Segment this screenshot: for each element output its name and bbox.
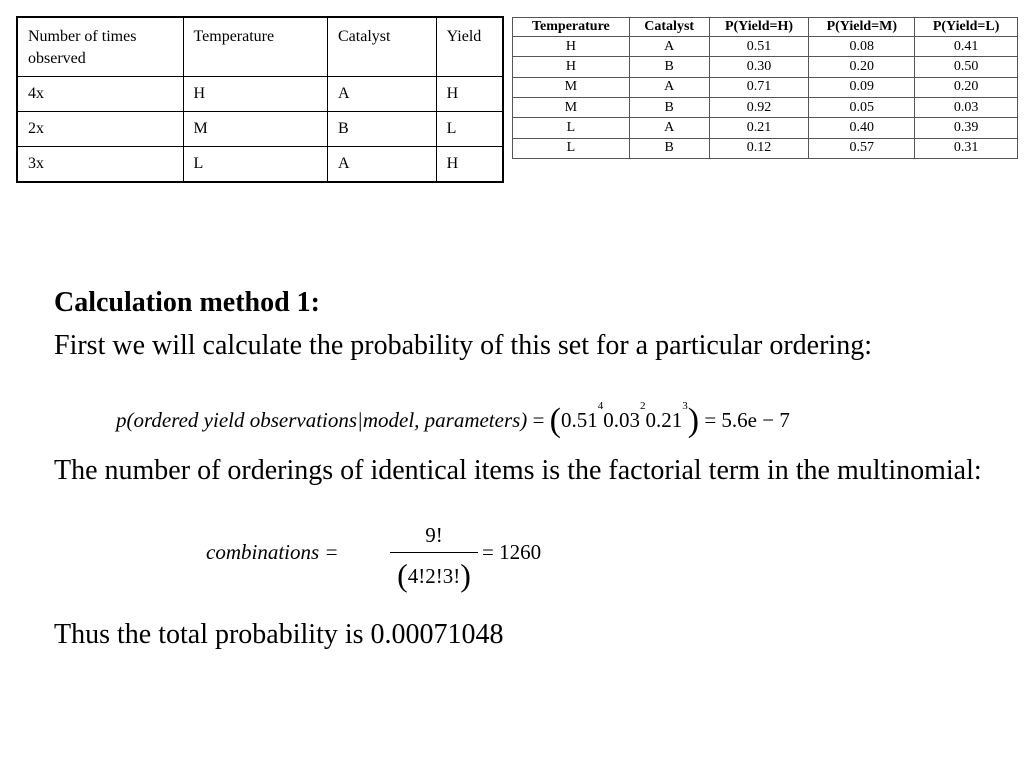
table-cell: L xyxy=(513,118,630,138)
table-cell: H xyxy=(513,57,630,77)
table-cell: 0.08 xyxy=(809,37,915,57)
fraction-bar xyxy=(390,552,478,553)
table-cell: 0.51 xyxy=(709,37,809,57)
table-cell: 4x xyxy=(17,77,183,112)
table-cell: H xyxy=(513,37,630,57)
equation2-lhs: combinations = xyxy=(206,540,339,564)
equation1-open-paren: ( xyxy=(549,402,561,439)
table-cell: M xyxy=(513,97,630,117)
table-row xyxy=(17,112,503,147)
table-cell: M xyxy=(513,77,630,97)
table-cell: A xyxy=(328,147,437,183)
table-cell: 0.20 xyxy=(915,77,1018,97)
equation1-equals: = xyxy=(532,408,545,432)
table-cell: 0.41 xyxy=(915,37,1018,57)
equation2-denominator: 4!2!3! xyxy=(407,564,461,588)
observation-table xyxy=(16,16,504,183)
table-row xyxy=(513,37,1018,57)
table-cell: A xyxy=(629,118,709,138)
ordering-paragraph: First we will calculate the probability of this set for a particular ordering: xyxy=(54,330,872,361)
table-cell: 0.92 xyxy=(709,97,809,117)
table-cell: 0.31 xyxy=(915,138,1018,158)
table-cell: B xyxy=(629,57,709,77)
table-cell: H xyxy=(436,147,503,183)
table-cell: 0.71 xyxy=(709,77,809,97)
probability-header-cell: P(Yield=H) xyxy=(709,18,809,37)
table-cell: A xyxy=(328,77,437,112)
table-cell: 0.20 xyxy=(809,57,915,77)
equation1-close-paren: ) xyxy=(687,402,700,439)
probability-table-header-row xyxy=(513,18,1018,37)
probability-header-cell: Temperature xyxy=(513,18,630,37)
table-row xyxy=(513,118,1018,138)
probability-header-cell: P(Yield=M) xyxy=(809,18,915,37)
table-cell: 0.21 xyxy=(709,118,809,138)
probability-header-cell: P(Yield=L) xyxy=(915,18,1018,37)
table-cell: 3x xyxy=(17,147,183,183)
table-cell: H xyxy=(183,77,328,112)
equation1-exp-2: 2 xyxy=(639,400,646,412)
table-cell: A xyxy=(629,37,709,57)
table-cell: A xyxy=(629,77,709,97)
equation2-numerator: 9! xyxy=(425,523,443,547)
equation1-base-1: 0.51 xyxy=(560,408,598,432)
table-cell: L xyxy=(513,138,630,158)
equation1-rhs: = 5.6e − 7 xyxy=(704,408,790,432)
table-cell: H xyxy=(436,77,503,112)
equation1-exp-1: 4 xyxy=(597,400,604,412)
table-cell: B xyxy=(629,138,709,158)
table-cell: L xyxy=(183,147,328,183)
equation1-base-2: 0.03 xyxy=(603,408,640,432)
table-cell: 0.39 xyxy=(915,118,1018,138)
ordered-probability-equation xyxy=(116,402,790,440)
table-row xyxy=(17,77,503,112)
table-cell: 0.30 xyxy=(709,57,809,77)
total-probability-text: Thus the total probability is 0.00071048 xyxy=(54,619,504,650)
probability-header-cell: Catalyst xyxy=(629,18,709,37)
table-row xyxy=(513,57,1018,77)
orderings-paragraph: The number of orderings of identical items is the factorial term in the multinomial: xyxy=(54,455,982,486)
table-cell: 0.40 xyxy=(809,118,915,138)
table-cell: 0.12 xyxy=(709,138,809,158)
observation-header-cell: Number of times observed xyxy=(17,17,183,77)
table-cell: L xyxy=(436,112,503,147)
table-cell: 0.09 xyxy=(809,77,915,97)
equation1-base-3: 0.21 xyxy=(645,408,683,432)
equation1-exp-3: 3 xyxy=(682,400,688,412)
calculation-heading: Calculation method 1: xyxy=(54,287,320,318)
table-cell: 2x xyxy=(17,112,183,147)
observation-header-cell: Catalyst xyxy=(328,17,437,77)
table-cell: 0.05 xyxy=(809,97,915,117)
table-cell: 0.57 xyxy=(809,138,915,158)
observation-header-cell: Temperature xyxy=(183,17,328,77)
table-cell: B xyxy=(328,112,437,147)
table-row xyxy=(513,138,1018,158)
equation2-rhs: = 1260 xyxy=(482,540,542,564)
table-cell: 0.50 xyxy=(915,57,1018,77)
probability-table xyxy=(512,17,1018,159)
table-cell: B xyxy=(629,97,709,117)
equation2-fraction xyxy=(390,520,478,596)
observation-table-header-row xyxy=(17,17,503,77)
table-row xyxy=(513,77,1018,97)
table-cell: M xyxy=(183,112,328,147)
table-row xyxy=(17,147,503,183)
table-cell: 0.03 xyxy=(915,97,1018,117)
equation2-denominator-group: (4!2!3!) xyxy=(397,557,471,593)
table-row xyxy=(513,97,1018,117)
observation-header-cell: Yield xyxy=(436,17,503,77)
equation1-lhs: p(ordered yield observations|model, parameters) xyxy=(116,408,528,432)
